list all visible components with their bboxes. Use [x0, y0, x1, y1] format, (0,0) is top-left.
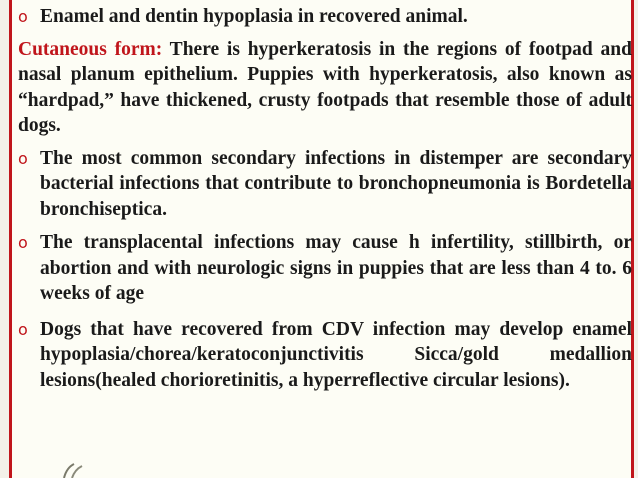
- bullet-text: The transplacental infections may cause h infertility, stillbirth, or abortion and with neurologic signs in puppies that are less than 4 to. 6 weeks of age: [40, 232, 632, 304]
- bullet-circle-icon: o: [18, 233, 28, 252]
- bullet-circle-icon: o: [18, 319, 28, 339]
- left-margin-strip: [0, 0, 9, 478]
- cutaneous-label: Cutaneous form:: [18, 38, 163, 60]
- cutaneous-paragraph: [18, 37, 632, 139]
- bullet-text: Enamel and dentin hypoplasia in recovered animal.: [40, 6, 468, 27]
- bullet-text: Dogs that have recovered from CDV infection may develop enamel hypoplasia/chorea/keratoconjunctivitis Sicca/gold medallion lesions(healed chorioretinitis, a hyperreflective circular lesions).: [40, 318, 632, 391]
- right-margin-strip: [634, 0, 638, 478]
- bullet-item-enamel: [18, 4, 632, 30]
- decorative-leaf-icon: [60, 462, 94, 478]
- bullet-circle-icon: o: [18, 148, 28, 168]
- bullet-item-secondary-infections: [18, 146, 632, 223]
- bullet-item-recovered-dogs: [18, 317, 632, 394]
- slide-content: [18, 4, 632, 393]
- bullet-circle-icon: o: [18, 7, 28, 26]
- cutaneous-text: There is hyperkeratosis in the regions of footpad and nasal planum epithelium. Puppies with hyperkeratosis, also known as “hardpad,” have thickened, crusty footpads that resemble those of adult dogs.: [18, 38, 632, 136]
- bullet-item-transplacental: [18, 230, 632, 307]
- bullet-text: The most common secondary infections in distemper are secondary bacterial infections that contribute to bronchopneumonia is Bordetella bronchiseptica.: [40, 147, 632, 220]
